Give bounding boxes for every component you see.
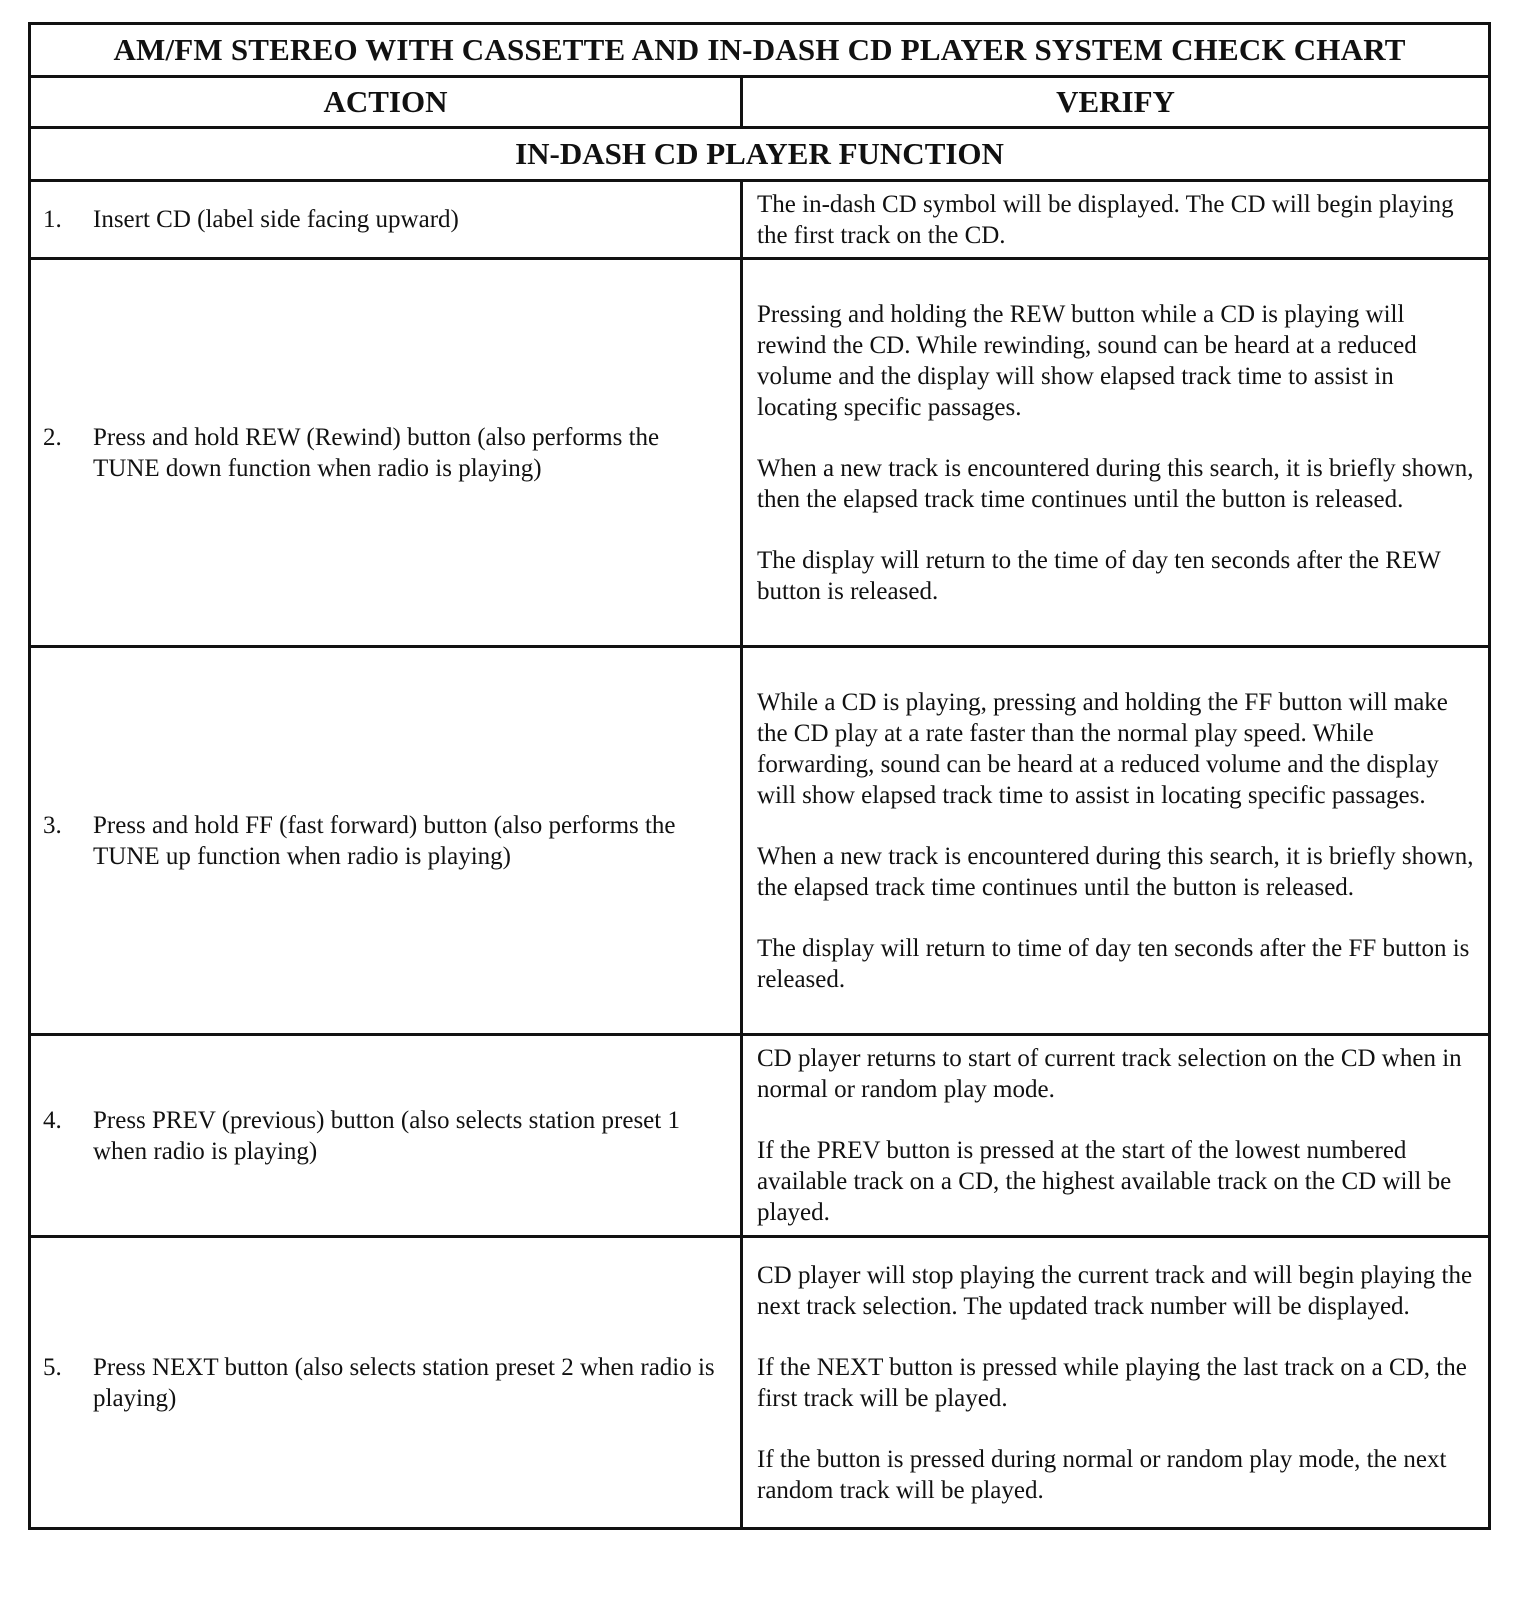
step-action-text: Press PREV (previous) button (also selects station preset 1 when radio is playing)	[93, 1106, 680, 1165]
verify-text: If the button is pressed during normal or random play mode, the next random track will be played.	[757, 1445, 1447, 1504]
verify-text: The display will return to time of day ten seconds after the FF button is released.	[757, 934, 1470, 993]
step-number: 2.	[43, 423, 62, 451]
action-cell	[30, 181, 742, 259]
chart-title: AM/FM STEREO WITH CASSETTE AND IN-DASH CD PLAYER SYSTEM CHECK CHART	[30, 24, 1490, 77]
table-row	[30, 181, 1490, 259]
step-number: 1.	[43, 206, 62, 233]
column-header-action: ACTION	[30, 77, 742, 128]
action-cell	[30, 647, 742, 1035]
verify-cell	[742, 181, 1490, 259]
verify-text: The in-dash CD symbol will be displayed. The CD will begin playing the first track on the CD.	[757, 190, 1454, 249]
section-heading: IN-DASH CD PLAYER FUNCTION	[30, 128, 1490, 181]
action-cell	[30, 1035, 742, 1237]
verify-text: When a new track is encountered during this search, it is briefly shown, then the elapsed track time continues until the button is released.	[757, 454, 1474, 513]
column-header-verify: VERIFY	[742, 77, 1490, 128]
verify-text: While a CD is playing, pressing and holding the FF button will make the CD play at a rate faster than the normal play speed. While forwarding, sound can be heard at a reduced volume and the display will show elapsed track time to assist in locating specific passages.	[757, 688, 1448, 809]
verify-cell	[742, 1237, 1490, 1529]
table-row	[30, 259, 1490, 647]
step-number: 4.	[43, 1106, 62, 1134]
verify-cell	[742, 647, 1490, 1035]
verify-text: Pressing and holding the REW button while a CD is playing will rewind the CD. While rewinding, sound can be heard at a reduced volume and the display will show elapsed track time to assist in locating specific passages.	[757, 300, 1417, 421]
table-row	[30, 1035, 1490, 1237]
step-number: 5.	[43, 1353, 62, 1381]
verify-cell	[742, 1035, 1490, 1237]
verify-text: The display will return to the time of day ten seconds after the REW button is released.	[757, 546, 1441, 605]
step-action-text: Press NEXT button (also selects station preset 2 when radio is playing)	[93, 1353, 715, 1412]
step-action-text: Press and hold REW (Rewind) button (also performs the TUNE down function when radio is playing)	[93, 423, 660, 482]
verify-cell	[742, 259, 1490, 647]
action-cell	[30, 1237, 742, 1529]
verify-text: CD player returns to start of current track selection on the CD when in normal or random play mode.	[757, 1045, 1462, 1103]
step-action-text: Press and hold FF (fast forward) button (also performs the TUNE up function when radio is playing)	[93, 811, 676, 870]
step-action-text: Insert CD (label side facing upward)	[93, 206, 459, 233]
system-check-chart	[28, 22, 1491, 1530]
verify-text: If the PREV button is pressed at the start of the lowest numbered available track on a CD, the highest available track on the CD will be played.	[757, 1137, 1452, 1226]
verify-text: When a new track is encountered during this search, it is briefly shown, the elapsed track time continues until the button is released.	[757, 842, 1474, 901]
verify-text: CD player will stop playing the current track and will begin playing the next track selection. The updated track number will be displayed.	[757, 1261, 1473, 1320]
verify-text: If the NEXT button is pressed while playing the last track on a CD, the first track will be played.	[757, 1353, 1467, 1412]
action-cell	[30, 259, 742, 647]
table-row	[30, 1237, 1490, 1529]
table-row	[30, 647, 1490, 1035]
step-number: 3.	[43, 811, 62, 839]
